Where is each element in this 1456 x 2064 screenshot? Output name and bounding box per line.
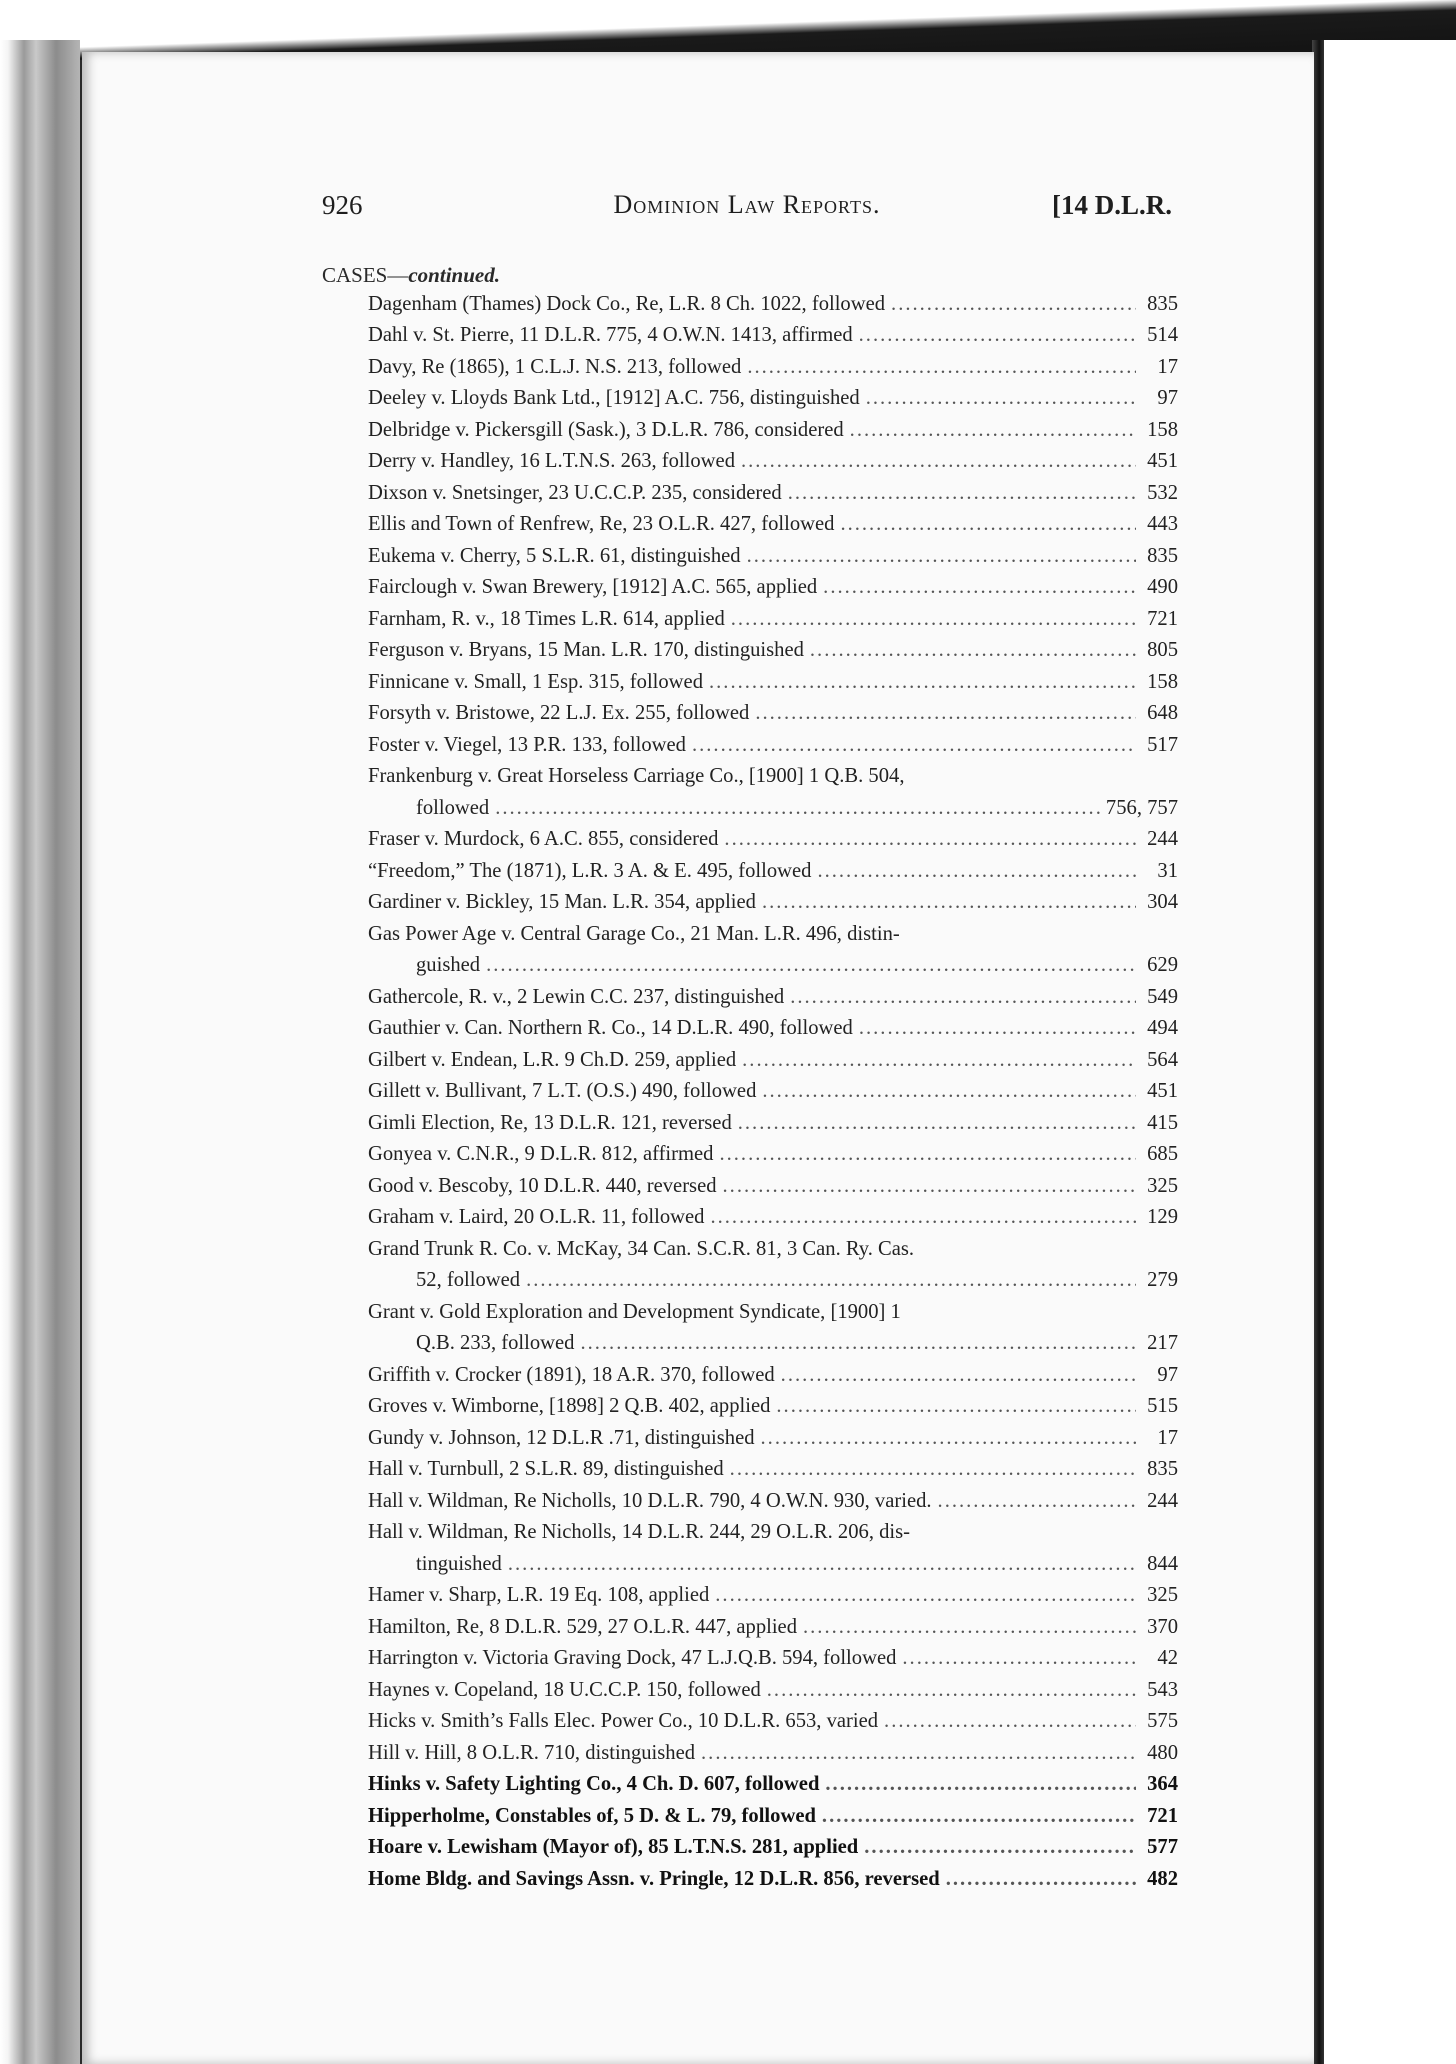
dot-leader — [761, 1423, 1136, 1454]
case-page-number: 805 — [1147, 639, 1178, 661]
case-citation: Q.B. 233, followed — [416, 1332, 575, 1354]
case-page-number: 451 — [1147, 1080, 1178, 1102]
case-entry — [368, 1863, 1178, 1895]
dot-leader — [747, 541, 1136, 572]
page-number: 926 — [322, 190, 363, 220]
case-entry — [368, 446, 1178, 478]
case-citation: Eukema v. Cherry, 5 S.L.R. 61, distinguished — [368, 544, 741, 567]
case-entry — [368, 855, 1178, 887]
case-entry — [368, 477, 1178, 509]
dot-leader — [803, 1612, 1136, 1643]
case-page-number: 451 — [1147, 450, 1178, 472]
case-citation: followed — [416, 796, 490, 819]
dot-leader — [755, 698, 1136, 729]
case-entry — [368, 1454, 1178, 1486]
case-entry — [368, 1044, 1178, 1076]
case-entry — [368, 792, 1178, 824]
dot-leader — [790, 982, 1136, 1013]
case-entry — [368, 1296, 1178, 1328]
dot-leader — [738, 1108, 1136, 1139]
case-citation: “Freedom,” The (1871), L.R. 3 A. & E. 495, followed — [368, 859, 812, 882]
case-citation: Farnham, R. v., 18 Times L.R. 614, applied — [368, 607, 725, 630]
case-entry — [368, 1391, 1178, 1423]
case-entry — [368, 1139, 1178, 1171]
case-citation: guished — [416, 954, 481, 976]
case-entry — [368, 1769, 1178, 1801]
case-entry — [368, 698, 1178, 730]
case-entry — [368, 761, 1178, 793]
case-entry — [368, 1517, 1178, 1549]
case-citation: Harrington v. Victoria Graving Dock, 47 L.J.Q.B. 594, followed — [368, 1647, 897, 1669]
case-page-number: 244 — [1147, 828, 1178, 850]
section-label: CASES— — [322, 263, 409, 287]
running-header — [322, 190, 1172, 230]
case-citation: Fairclough v. Swan Brewery, [1912] A.C. 565, applied — [368, 576, 818, 598]
case-citation: Delbridge v. Pickersgill (Sask.), 3 D.L.R. 786, considered — [368, 418, 844, 441]
case-entry — [368, 1359, 1178, 1391]
case-citation: Gilbert v. Endean, L.R. 9 Ch.D. 259, applied — [368, 1048, 737, 1071]
case-citation: Grant v. Gold Exploration and Development Syndicate, [1900] 1 — [368, 1300, 901, 1323]
case-entry — [368, 288, 1178, 320]
case-page-number: 835 — [1147, 1458, 1178, 1480]
case-citation: Gauthier v. Can. Northern R. Co., 14 D.L.R. 490, followed — [368, 1017, 853, 1039]
case-page-number: 721 — [1147, 607, 1178, 630]
case-page-number: 549 — [1147, 985, 1178, 1008]
dot-leader — [719, 1139, 1136, 1170]
case-page-number: 244 — [1147, 1489, 1178, 1512]
case-citation: Griffith v. Crocker (1891), 18 A.R. 370, followed — [368, 1363, 775, 1386]
dot-leader — [859, 1013, 1136, 1044]
case-citation: Foster v. Viegel, 13 P.R. 133, followed — [368, 733, 686, 756]
dot-leader — [486, 950, 1136, 981]
case-page-number: 532 — [1147, 481, 1178, 504]
case-entry — [368, 414, 1178, 446]
dot-leader — [730, 1454, 1136, 1485]
case-citation: Gonyea v. C.N.R., 9 D.L.R. 812, affirmed — [368, 1143, 714, 1165]
case-page-number: 158 — [1147, 418, 1178, 441]
case-page-number: 482 — [1147, 1867, 1178, 1890]
case-citation: Dagenham (Thames) Dock Co., Re, L.R. 8 Ch. 1022, followed — [368, 292, 886, 315]
case-entry — [368, 981, 1178, 1013]
case-entry — [368, 1233, 1178, 1265]
dot-leader — [817, 856, 1136, 887]
case-page-number: 42 — [1157, 1647, 1178, 1669]
dot-leader — [495, 793, 1100, 824]
dot-leader — [781, 1360, 1136, 1391]
case-page-number: 17 — [1157, 1426, 1178, 1449]
case-page-number: 577 — [1147, 1836, 1178, 1858]
dot-leader — [946, 1864, 1136, 1895]
case-citation: Dixson v. Snetsinger, 23 U.C.C.P. 235, considered — [368, 481, 782, 504]
case-page-number: 575 — [1147, 1710, 1178, 1732]
case-citation: Gas Power Age v. Central Garage Co., 21 Man. L.R. 496, distin- — [368, 922, 900, 945]
case-page-number: 629 — [1147, 954, 1178, 976]
case-page-number: 325 — [1147, 1174, 1178, 1197]
section-continued: continued. — [408, 263, 500, 287]
case-page-number: 279 — [1147, 1269, 1178, 1291]
case-page-number: 835 — [1147, 544, 1178, 567]
case-page-number: 685 — [1147, 1143, 1178, 1165]
scan-top-border — [0, 0, 1456, 60]
case-entry — [368, 540, 1178, 572]
case-page-number: 443 — [1147, 513, 1178, 535]
case-citation: Hicks v. Smith’s Falls Elec. Power Co., 10 D.L.R. 653, varied — [368, 1710, 879, 1732]
dot-leader — [810, 635, 1136, 666]
dot-leader — [710, 1202, 1136, 1233]
case-citation: Hamilton, Re, 8 D.L.R. 529, 27 O.L.R. 447, applied — [368, 1615, 797, 1638]
case-entry — [368, 1328, 1178, 1360]
case-entry — [368, 1265, 1178, 1297]
case-page-number: 415 — [1147, 1111, 1178, 1134]
case-citation: Fraser v. Murdock, 6 A.C. 855, considered — [368, 828, 719, 850]
case-page-number: 480 — [1147, 1741, 1178, 1764]
case-entry — [368, 1170, 1178, 1202]
case-entry — [368, 572, 1178, 604]
case-entry — [368, 1832, 1178, 1864]
dot-leader — [762, 1076, 1136, 1107]
case-page-number: 97 — [1157, 387, 1178, 409]
case-citation: Hall v. Wildman, Re Nicholls, 10 D.L.R. 790, 4 O.W.N. 930, varied. — [368, 1489, 932, 1512]
case-citation: 52, followed — [416, 1269, 521, 1291]
case-page-number: 325 — [1147, 1584, 1178, 1606]
case-citation: Graham v. Laird, 20 O.L.R. 11, followed — [368, 1206, 705, 1228]
case-entry — [368, 824, 1178, 856]
case-page-number: 217 — [1147, 1332, 1178, 1354]
dot-leader — [891, 289, 1136, 320]
dot-leader — [788, 478, 1136, 509]
case-citation: Hamer v. Sharp, L.R. 19 Eq. 108, applied — [368, 1584, 710, 1606]
case-citation: Finnicane v. Small, 1 Esp. 315, followed — [368, 670, 703, 693]
dot-leader — [742, 1045, 1136, 1076]
case-entry — [368, 1107, 1178, 1139]
case-citation: Haynes v. Copeland, 18 U.C.C.P. 150, followed — [368, 1678, 761, 1701]
case-page-number: 543 — [1147, 1678, 1178, 1701]
case-entry — [368, 950, 1178, 982]
running-title: Dominion Law Reports. — [613, 190, 881, 219]
case-page-number: 756, 757 — [1105, 796, 1178, 819]
case-citation: Hall v. Turnbull, 2 S.L.R. 89, distinguished — [368, 1458, 724, 1480]
dot-leader — [692, 730, 1136, 761]
dot-leader — [747, 352, 1136, 383]
case-entry — [368, 887, 1178, 919]
case-entry — [368, 603, 1178, 635]
case-citation: Gathercole, R. v., 2 Lewin C.C. 237, distinguished — [368, 985, 785, 1008]
dot-leader — [715, 1580, 1136, 1611]
dot-leader — [741, 446, 1136, 477]
case-page-number: 648 — [1147, 702, 1178, 724]
case-citation: Forsyth v. Bristowe, 22 L.J. Ex. 255, followed — [368, 702, 750, 724]
case-list — [368, 288, 1178, 1895]
dot-leader — [701, 1738, 1136, 1769]
case-entry — [368, 1737, 1178, 1769]
case-entry — [368, 1643, 1178, 1675]
dot-leader — [731, 604, 1136, 635]
case-page-number: 304 — [1147, 891, 1178, 913]
case-entry — [368, 1706, 1178, 1738]
case-citation: Home Bldg. and Savings Assn. v. Pringle, 12 D.L.R. 856, reversed — [368, 1867, 940, 1890]
case-entry — [368, 666, 1178, 698]
dot-leader — [866, 383, 1136, 414]
case-page-number: 370 — [1147, 1615, 1178, 1638]
dot-leader — [825, 1769, 1136, 1800]
case-page-number: 17 — [1157, 355, 1178, 378]
dot-leader — [822, 1801, 1136, 1832]
case-citation: Hill v. Hill, 8 O.L.R. 710, distinguished — [368, 1741, 696, 1764]
case-entry — [368, 1013, 1178, 1045]
case-citation: Dahl v. St. Pierre, 11 D.L.R. 775, 4 O.W.N. 1413, affirmed — [368, 324, 853, 346]
case-entry — [368, 1674, 1178, 1706]
case-page-number: 31 — [1157, 859, 1178, 882]
volume-label: [14 D.L.R. — [1052, 190, 1172, 220]
dot-leader — [840, 509, 1136, 540]
case-entry — [368, 383, 1178, 415]
case-citation: Gimli Election, Re, 13 D.L.R. 121, reversed — [368, 1111, 732, 1134]
scan-page-edges — [0, 40, 80, 2064]
case-citation: Groves v. Wimborne, [1898] 2 Q.B. 402, applied — [368, 1395, 771, 1417]
case-page-number: 721 — [1147, 1804, 1178, 1827]
case-entry — [368, 1611, 1178, 1643]
dot-leader — [823, 572, 1136, 603]
case-citation: Frankenburg v. Great Horseless Carriage Co., [1900] 1 Q.B. 504, — [368, 765, 905, 787]
case-citation: Gillett v. Bullivant, 7 L.T. (O.S.) 490, followed — [368, 1080, 757, 1102]
case-citation: tinguished — [416, 1552, 502, 1575]
dot-leader — [723, 1171, 1136, 1202]
case-citation: Hinks v. Safety Lighting Co., 4 Ch. D. 607, followed — [368, 1773, 820, 1795]
case-citation: Hall v. Wildman, Re Nicholls, 14 D.L.R. 244, 29 O.L.R. 206, dis- — [368, 1521, 911, 1543]
dot-leader — [508, 1549, 1136, 1580]
case-citation: Deeley v. Lloyds Bank Ltd., [1912] A.C. 756, distinguished — [368, 387, 860, 409]
dot-leader — [864, 1832, 1136, 1863]
case-page-number: 494 — [1147, 1017, 1178, 1039]
case-entry — [368, 1202, 1178, 1234]
case-page-number: 364 — [1147, 1773, 1178, 1795]
dot-leader — [580, 1328, 1136, 1359]
dot-leader — [762, 887, 1136, 918]
case-citation: Derry v. Handley, 16 L.T.N.S. 263, followed — [368, 450, 735, 472]
case-page-number: 517 — [1147, 733, 1178, 756]
case-entry — [368, 635, 1178, 667]
case-citation: Hoare v. Lewisham (Mayor of), 85 L.T.N.S. 281, applied — [368, 1836, 859, 1858]
case-citation: Gardiner v. Bickley, 15 Man. L.R. 354, applied — [368, 891, 756, 913]
case-citation: Good v. Bescoby, 10 D.L.R. 440, reversed — [368, 1174, 717, 1197]
case-citation: Ferguson v. Bryans, 15 Man. L.R. 170, distinguished — [368, 639, 804, 661]
case-page-number: 515 — [1147, 1395, 1178, 1417]
case-entry — [368, 1548, 1178, 1580]
case-entry — [368, 320, 1178, 352]
dot-leader — [767, 1675, 1136, 1706]
dot-leader — [709, 667, 1136, 698]
dot-leader — [526, 1265, 1136, 1296]
case-page-number: 129 — [1147, 1206, 1178, 1228]
case-page-number: 490 — [1147, 576, 1178, 598]
case-page-number: 844 — [1147, 1552, 1178, 1575]
case-page-number: 97 — [1157, 1363, 1178, 1386]
case-entry — [368, 918, 1178, 950]
case-entry — [368, 509, 1178, 541]
case-entry — [368, 1800, 1178, 1832]
case-page-number: 514 — [1147, 324, 1178, 346]
case-citation: Ellis and Town of Renfrew, Re, 23 O.L.R. 427, followed — [368, 513, 835, 535]
case-entry — [368, 1076, 1178, 1108]
scan-right-margin — [1320, 40, 1456, 2064]
section-heading — [322, 263, 500, 288]
dot-leader — [776, 1391, 1136, 1422]
dot-leader — [938, 1486, 1136, 1517]
case-entry — [368, 1580, 1178, 1612]
dot-leader — [859, 320, 1136, 351]
dot-leader — [902, 1643, 1136, 1674]
case-citation: Grand Trunk R. Co. v. McKay, 34 Can. S.C.R. 81, 3 Can. Ry. Cas. — [368, 1237, 915, 1260]
case-entry — [368, 1422, 1178, 1454]
case-citation: Davy, Re (1865), 1 C.L.J. N.S. 213, followed — [368, 355, 742, 378]
case-entry — [368, 1485, 1178, 1517]
case-page-number: 835 — [1147, 292, 1178, 315]
case-citation: Gundy v. Johnson, 12 D.L.R .71, distinguished — [368, 1426, 755, 1449]
case-citation: Hipperholme, Constables of, 5 D. & L. 79, followed — [368, 1804, 816, 1827]
dot-leader — [884, 1706, 1136, 1737]
dot-leader — [850, 415, 1136, 446]
case-page-number: 158 — [1147, 670, 1178, 693]
case-page-number: 564 — [1147, 1048, 1178, 1071]
dot-leader — [724, 824, 1136, 855]
case-entry — [368, 351, 1178, 383]
case-entry — [368, 729, 1178, 761]
